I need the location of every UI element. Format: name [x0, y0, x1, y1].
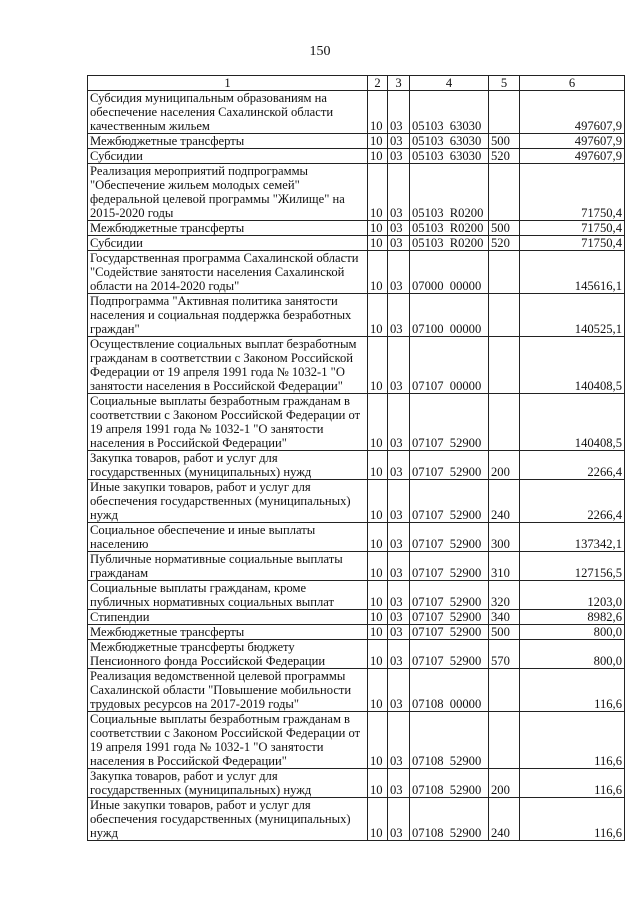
- row-name: Социальные выплаты безработным гражданам в соответствии с Законом Российской Федерации от 19 апреля 1991 года № 1032-1 "О занятости населения в Российской Федерации": [88, 394, 368, 451]
- table-row: [88, 221, 625, 236]
- row-expense-type: 200: [489, 451, 520, 480]
- table-row: [88, 91, 625, 134]
- row-target-article: 05103 R0200: [410, 236, 489, 251]
- row-amount: 8982,6: [520, 610, 625, 625]
- row-name: Реализация ведомственной целевой программы Сахалинской области "Повышение мобильности трудовых ресурсов на 2017-2019 годы": [88, 669, 368, 712]
- table-row: [88, 164, 625, 221]
- row-section: 10: [368, 294, 388, 337]
- row-subsection: 03: [388, 164, 410, 221]
- row-expense-type: 310: [489, 552, 520, 581]
- row-subsection: 03: [388, 610, 410, 625]
- row-target-article: 07108 52900: [410, 798, 489, 841]
- row-section: 10: [368, 552, 388, 581]
- row-name: Социальные выплаты гражданам, кроме публичных нормативных социальных выплат: [88, 581, 368, 610]
- row-name: Осуществление социальных выплат безработным гражданам в соответствии с Законом Российской Федерации от 19 апреля 1991 года № 1032-1 "О занятости населения в Российской Федерации": [88, 337, 368, 394]
- row-expense-type: 200: [489, 769, 520, 798]
- row-expense-type: [489, 337, 520, 394]
- table-header-row: [88, 76, 625, 91]
- row-section: 10: [368, 769, 388, 798]
- table-row: [88, 251, 625, 294]
- row-name: Государственная программа Сахалинской области "Содействие занятости населения Сахалинской области на 2014-2020 годы": [88, 251, 368, 294]
- row-expense-type: 240: [489, 480, 520, 523]
- row-section: 10: [368, 610, 388, 625]
- row-target-article: 07107 52900: [410, 552, 489, 581]
- table-row: [88, 149, 625, 164]
- table-row: [88, 552, 625, 581]
- header-col-1: 1: [88, 76, 368, 91]
- row-target-article: 05103 63030: [410, 134, 489, 149]
- row-section: 10: [368, 712, 388, 769]
- row-subsection: 03: [388, 769, 410, 798]
- row-amount: 140408,5: [520, 394, 625, 451]
- budget-table: [87, 75, 625, 841]
- row-target-article: 07107 52900: [410, 625, 489, 640]
- row-expense-type: [489, 712, 520, 769]
- table-row: [88, 610, 625, 625]
- table-row: [88, 640, 625, 669]
- row-expense-type: [489, 251, 520, 294]
- row-name: Субсидия муниципальным образованиям на обеспечение населения Сахалинской области качественным жильем: [88, 91, 368, 134]
- row-section: 10: [368, 164, 388, 221]
- row-amount: 1203,0: [520, 581, 625, 610]
- row-section: 10: [368, 251, 388, 294]
- row-section: 10: [368, 236, 388, 251]
- row-section: 10: [368, 394, 388, 451]
- row-expense-type: 300: [489, 523, 520, 552]
- row-expense-type: 570: [489, 640, 520, 669]
- row-target-article: 05103 R0200: [410, 164, 489, 221]
- row-amount: 71750,4: [520, 164, 625, 221]
- row-subsection: 03: [388, 523, 410, 552]
- table-row: [88, 480, 625, 523]
- row-amount: 116,6: [520, 669, 625, 712]
- row-target-article: 07100 00000: [410, 294, 489, 337]
- table-row: [88, 134, 625, 149]
- row-section: 10: [368, 523, 388, 552]
- table-row: [88, 337, 625, 394]
- row-expense-type: 500: [489, 221, 520, 236]
- page-number: 150: [309, 44, 331, 59]
- row-subsection: 03: [388, 669, 410, 712]
- row-subsection: 03: [388, 294, 410, 337]
- row-expense-type: 500: [489, 625, 520, 640]
- row-subsection: 03: [388, 221, 410, 236]
- row-amount: 497607,9: [520, 91, 625, 134]
- row-amount: 497607,9: [520, 149, 625, 164]
- row-name: Субсидии: [88, 236, 368, 251]
- row-subsection: 03: [388, 625, 410, 640]
- row-expense-type: [489, 294, 520, 337]
- row-name: Стипендии: [88, 610, 368, 625]
- row-name: Межбюджетные трансферты бюджету Пенсионного фонда Российской Федерации: [88, 640, 368, 669]
- table-row: [88, 523, 625, 552]
- table-row: [88, 581, 625, 610]
- table-row: [88, 798, 625, 841]
- row-amount: 116,6: [520, 798, 625, 841]
- table-row: [88, 394, 625, 451]
- row-amount: 140525,1: [520, 294, 625, 337]
- row-subsection: 03: [388, 640, 410, 669]
- row-name: Реализация мероприятий подпрограммы "Обеспечение жильем молодых семей" федеральной целевой программы "Жилище" на 2015-2020 годы: [88, 164, 368, 221]
- table-row: [88, 294, 625, 337]
- row-amount: 800,0: [520, 640, 625, 669]
- row-target-article: 07107 52900: [410, 640, 489, 669]
- row-section: 10: [368, 451, 388, 480]
- row-expense-type: 340: [489, 610, 520, 625]
- row-subsection: 03: [388, 451, 410, 480]
- row-expense-type: 500: [489, 134, 520, 149]
- row-section: 10: [368, 91, 388, 134]
- row-target-article: 07108 52900: [410, 712, 489, 769]
- row-subsection: 03: [388, 798, 410, 841]
- row-subsection: 03: [388, 581, 410, 610]
- row-target-article: 07108 00000: [410, 669, 489, 712]
- row-name: Межбюджетные трансферты: [88, 134, 368, 149]
- row-subsection: 03: [388, 236, 410, 251]
- header-col-6: 6: [520, 76, 625, 91]
- row-section: 10: [368, 221, 388, 236]
- row-amount: 2266,4: [520, 480, 625, 523]
- table-row: [88, 451, 625, 480]
- table-row: [88, 236, 625, 251]
- row-subsection: 03: [388, 149, 410, 164]
- header-col-3: 3: [388, 76, 410, 91]
- row-name: Подпрограмма "Активная политика занятости населения и социальная поддержка безработных граждан": [88, 294, 368, 337]
- row-name: Иные закупки товаров, работ и услуг для обеспечения государственных (муниципальных) нужд: [88, 480, 368, 523]
- row-amount: 145616,1: [520, 251, 625, 294]
- row-section: 10: [368, 581, 388, 610]
- row-amount: 497607,9: [520, 134, 625, 149]
- row-target-article: 07107 00000: [410, 337, 489, 394]
- row-subsection: 03: [388, 134, 410, 149]
- row-subsection: 03: [388, 394, 410, 451]
- row-name: Публичные нормативные социальные выплаты гражданам: [88, 552, 368, 581]
- row-target-article: 07000 00000: [410, 251, 489, 294]
- row-amount: 71750,4: [520, 236, 625, 251]
- row-expense-type: [489, 394, 520, 451]
- row-name: Иные закупки товаров, работ и услуг для обеспечения государственных (муниципальных) нужд: [88, 798, 368, 841]
- row-subsection: 03: [388, 91, 410, 134]
- row-amount: 71750,4: [520, 221, 625, 236]
- row-target-article: 07107 52900: [410, 523, 489, 552]
- row-subsection: 03: [388, 712, 410, 769]
- row-section: 10: [368, 134, 388, 149]
- row-expense-type: 240: [489, 798, 520, 841]
- row-name: Социальные выплаты безработным гражданам в соответствии с Законом Российской Федерации от 19 апреля 1991 года № 1032-1 "О занятости населения в Российской Федерации": [88, 712, 368, 769]
- row-subsection: 03: [388, 251, 410, 294]
- row-target-article: 07107 52900: [410, 480, 489, 523]
- row-name: Межбюджетные трансферты: [88, 625, 368, 640]
- table-row: [88, 769, 625, 798]
- row-section: 10: [368, 640, 388, 669]
- row-section: 10: [368, 149, 388, 164]
- row-expense-type: 520: [489, 149, 520, 164]
- row-amount: 127156,5: [520, 552, 625, 581]
- row-target-article: 07107 52900: [410, 581, 489, 610]
- row-section: 10: [368, 669, 388, 712]
- row-subsection: 03: [388, 337, 410, 394]
- row-expense-type: 520: [489, 236, 520, 251]
- row-amount: 2266,4: [520, 451, 625, 480]
- row-amount: 800,0: [520, 625, 625, 640]
- row-section: 10: [368, 625, 388, 640]
- row-amount: 116,6: [520, 769, 625, 798]
- row-subsection: 03: [388, 480, 410, 523]
- row-name: Социальное обеспечение и иные выплаты населению: [88, 523, 368, 552]
- header-col-5: 5: [489, 76, 520, 91]
- table-row: [88, 712, 625, 769]
- row-expense-type: [489, 91, 520, 134]
- row-subsection: 03: [388, 552, 410, 581]
- row-expense-type: 320: [489, 581, 520, 610]
- row-target-article: 05103 R0200: [410, 221, 489, 236]
- row-section: 10: [368, 337, 388, 394]
- row-expense-type: [489, 164, 520, 221]
- row-target-article: 07107 52900: [410, 394, 489, 451]
- header-col-4: 4: [410, 76, 489, 91]
- row-target-article: 07108 52900: [410, 769, 489, 798]
- row-expense-type: [489, 669, 520, 712]
- row-name: Закупка товаров, работ и услуг для государственных (муниципальных) нужд: [88, 451, 368, 480]
- row-target-article: 05103 63030: [410, 91, 489, 134]
- row-name: Субсидии: [88, 149, 368, 164]
- row-target-article: 07107 52900: [410, 610, 489, 625]
- row-name: Закупка товаров, работ и услуг для государственных (муниципальных) нужд: [88, 769, 368, 798]
- row-amount: 140408,5: [520, 337, 625, 394]
- row-amount: 116,6: [520, 712, 625, 769]
- row-target-article: 07107 52900: [410, 451, 489, 480]
- row-amount: 137342,1: [520, 523, 625, 552]
- row-section: 10: [368, 480, 388, 523]
- table-row: [88, 625, 625, 640]
- row-target-article: 05103 63030: [410, 149, 489, 164]
- header-col-2: 2: [368, 76, 388, 91]
- row-name: Межбюджетные трансферты: [88, 221, 368, 236]
- row-section: 10: [368, 798, 388, 841]
- table-row: [88, 669, 625, 712]
